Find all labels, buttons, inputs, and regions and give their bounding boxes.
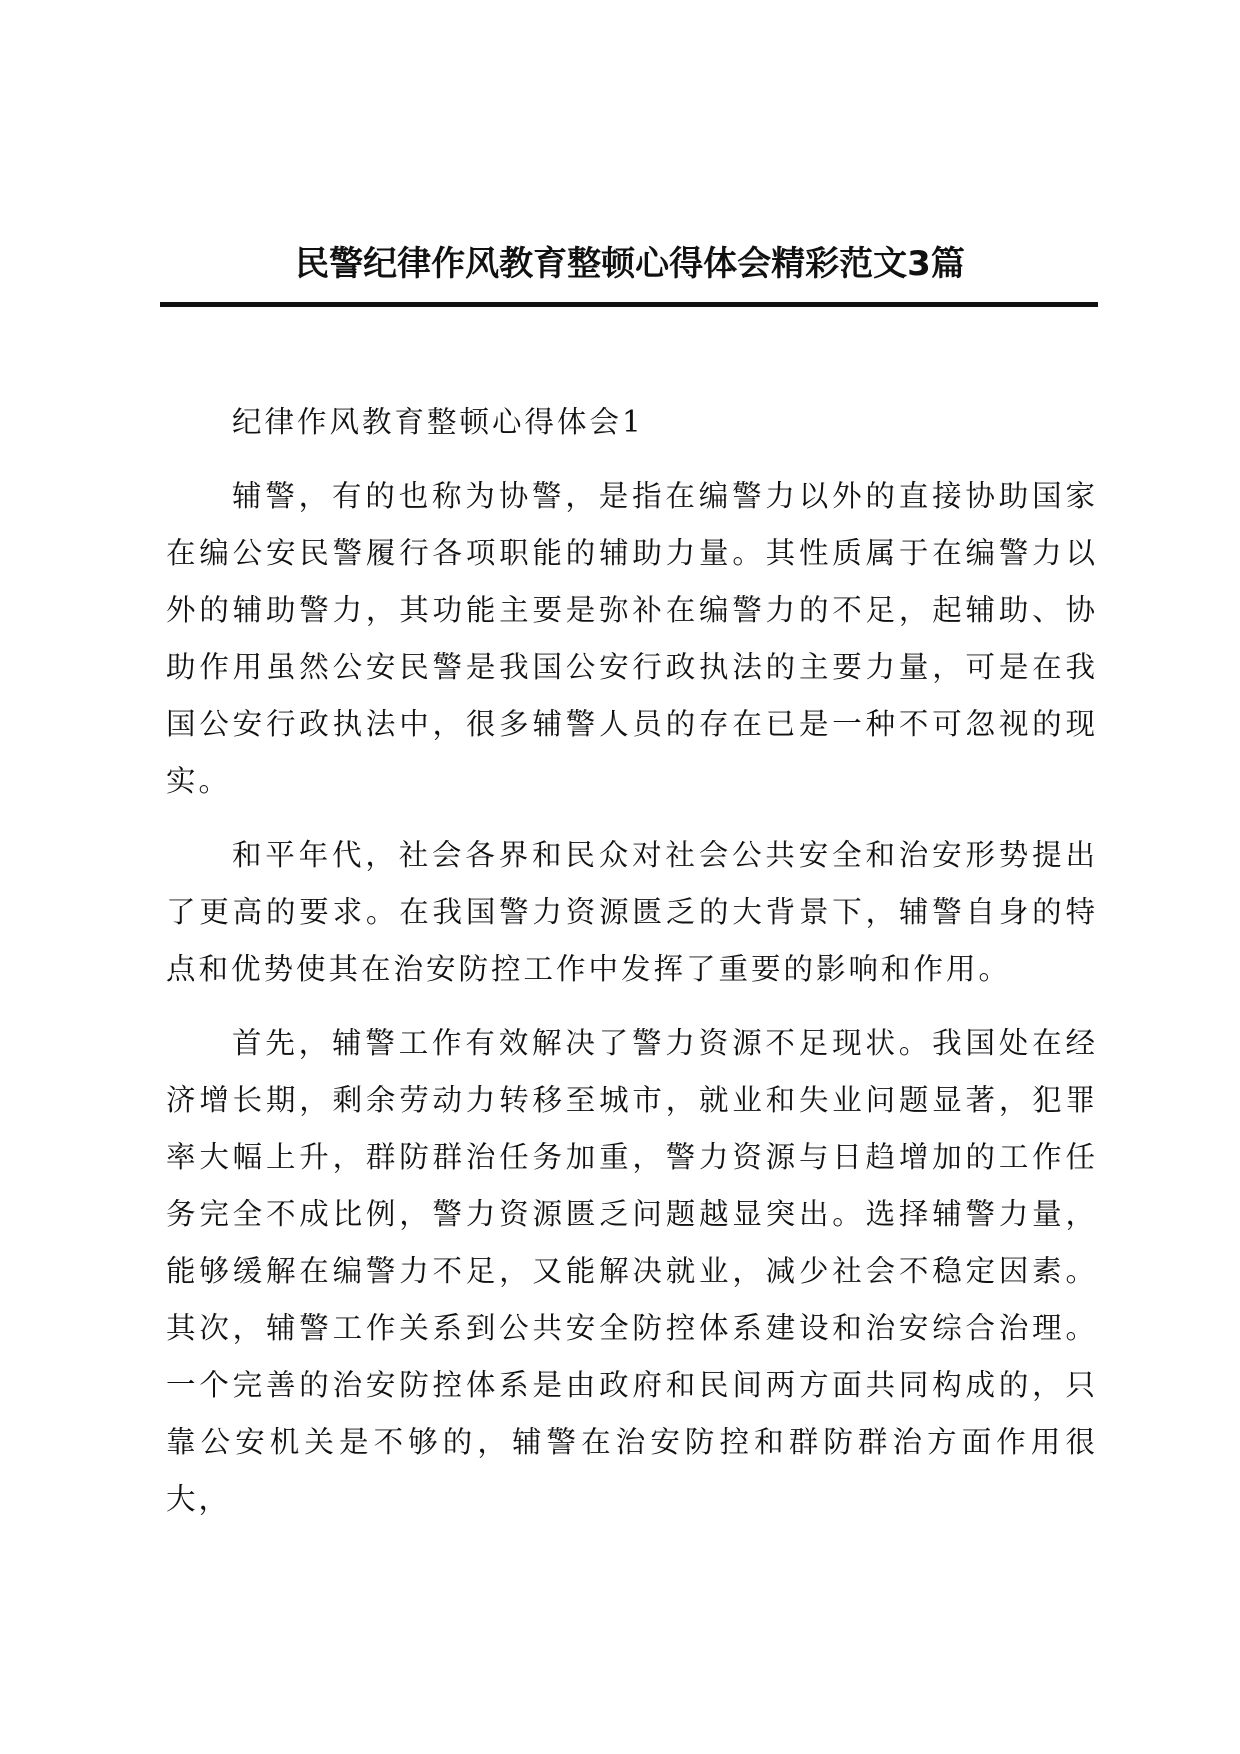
paragraph-2: 和平年代，社会各界和民众对社会公共安全和治安形势提出了更高的要求。在我国警力资源匮乏的大背景下，辅警自身的特点和优势使其在治安防控工作中发挥了重要的影响和作用。 [166, 838, 1098, 986]
document-body [166, 394, 1098, 1528]
section-heading: 纪律作风教育整顿心得体会1 [232, 405, 644, 439]
paragraph-3: 首先，辅警工作有效解决了警力资源不足现状。我国处在经济增长期，剩余劳动力转移至城市，就业和失业问题显著，犯罪率大幅上升，群防群治任务加重，警力资源与日趋增加的工作任务完全不成比例，警力资源匮乏问题越显突出。选择辅警力量，能够缓解在编警力不足，又能解决就业，减少社会不稳定因素。其次，辅警工作关系到公共安全防控体系建设和治安综合治理。一个完善的治安防控体系是由政府和民间两方面共同构成的，只靠公安机关是不够的，辅警在治安防控和群防群治方面作用很大， [166, 1026, 1098, 1516]
paragraph-1: 辅警，有的也称为协警，是指在编警力以外的直接协助国家在编公安民警履行各项职能的辅助力量。其性质属于在编警力以外的辅助警力，其功能主要是弥补在编警力的不足，起辅助、协助作用虽然公安民警是我国公安行政执法的主要力量，可是在我国公安行政执法中，很多辅警人员的存在已是一种不可忽视的现实。 [166, 479, 1098, 798]
document-title: 民警纪律作风教育整顿心得体会精彩范文3篇 [295, 244, 965, 284]
title-underline [160, 302, 1098, 307]
